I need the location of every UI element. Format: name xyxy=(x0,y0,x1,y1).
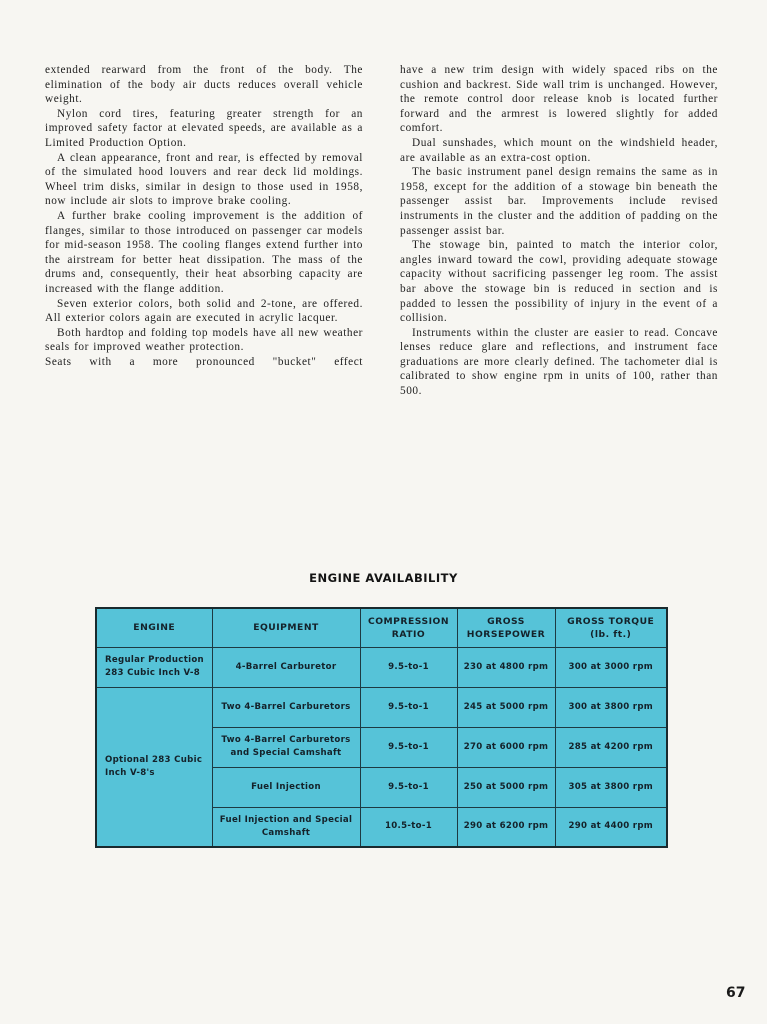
horsepower-cell: 270 at 6000 rpm xyxy=(457,727,555,767)
paragraph: A further brake cooling improvement is the addition of flanges, similar to those introduced on passenger car models for mid-season 1958. The cooling flanges extend further into the airstream for better heat dissipation. The mass of the drums and, consequently, their heat absorbing capacity are increased with the flange addition. xyxy=(45,209,363,295)
equipment-cell: Fuel Injection and Special Camshaft xyxy=(212,807,360,847)
compression-cell: 9.5-to-1 xyxy=(360,767,457,807)
equipment-cell: Fuel Injection xyxy=(212,767,360,807)
torque-cell: 305 at 3800 rpm xyxy=(555,767,667,807)
right-text-column xyxy=(400,63,718,399)
compression-cell: 10.5-to-1 xyxy=(360,807,457,847)
header-gross-horsepower: GROSS HORSEPOWER xyxy=(457,608,555,647)
compression-cell: 9.5-to-1 xyxy=(360,687,457,727)
torque-cell: 300 at 3800 rpm xyxy=(555,687,667,727)
header-engine: ENGINE xyxy=(96,608,212,647)
left-text-column xyxy=(45,63,363,369)
equipment-cell: 4-Barrel Carburetor xyxy=(212,647,360,687)
table-title: ENGINE AVAILABILITY xyxy=(309,571,458,585)
page-number: 67 xyxy=(726,985,746,1001)
paragraph: Instruments within the cluster are easier to read. Concave lenses reduce glare and reflections, and instrument face graduations are more clearly defined. The tachometer dial is calibrated to show engine rpm in units of 100, rather than 500. xyxy=(400,326,718,398)
compression-cell: 9.5-to-1 xyxy=(360,727,457,767)
engine-cell: Optional 283 Cubic Inch V-8's xyxy=(96,687,212,847)
compression-cell: 9.5-to-1 xyxy=(360,647,457,687)
header-equipment: EQUIPMENT xyxy=(212,608,360,647)
torque-cell: 285 at 4200 rpm xyxy=(555,727,667,767)
engine-cell: Regular Production 283 Cubic Inch V-8 xyxy=(96,647,212,687)
header-gross-torque: GROSS TORQUE (lb. ft.) xyxy=(555,608,667,647)
horsepower-cell: 290 at 6200 rpm xyxy=(457,807,555,847)
paragraph: A clean appearance, front and rear, is effected by removal of the simulated hood louvers and rear deck lid moldings. Wheel trim disks, similar in design to those used in 1958, now include air slots to improve brake cooling. xyxy=(45,151,363,208)
paragraph: The stowage bin, painted to match the interior color, angles inward toward the cowl, providing adequate stowage capacity without sacrificing passenger leg room. The assist bar above the stowage bin is reduced in section and is padded to lessen the possibility of injury in the event of a collision. xyxy=(400,239,718,325)
table-row xyxy=(96,687,667,727)
engine-availability-table xyxy=(95,607,668,848)
paragraph: have a new trim design with widely spaced ribs on the cushion and backrest. Side wall trim is unchanged. However, the remote control door release knob is located further forward and the armrest is lowered slightly for added comfort. xyxy=(400,64,718,135)
equipment-cell: Two 4-Barrel Carburetors xyxy=(212,687,360,727)
paragraph: The basic instrument panel design remains the same as in 1958, except for the addition of a stowage bin beneath the passenger assist bar. Improvements include revised instruments in the cluster and the addition of padding on the passenger assist bar. xyxy=(400,166,718,237)
paragraph: Seats with a more pronounced "bucket" effect xyxy=(45,355,363,368)
equipment-cell: Two 4-Barrel Carburetors and Special Camshaft xyxy=(212,727,360,767)
paragraph: Nylon cord tires, featuring greater strength for an improved safety factor at elevated speeds, are available as a Limited Production Option. xyxy=(45,107,363,149)
torque-cell: 290 at 4400 rpm xyxy=(555,807,667,847)
horsepower-cell: 245 at 5000 rpm xyxy=(457,687,555,727)
paragraph: Seven exterior colors, both solid and 2-tone, are offered. All exterior colors again are executed in acrylic lacquer. xyxy=(45,297,363,325)
paragraph: extended rearward from the front of the body. The elimination of the body air ducts reduces overall vehicle weight. xyxy=(45,64,363,106)
horsepower-cell: 250 at 5000 rpm xyxy=(457,767,555,807)
table-row xyxy=(96,647,667,687)
table-header-row xyxy=(96,608,667,647)
paragraph: Both hardtop and folding top models have all new weather seals for improved weather protection. xyxy=(45,326,363,354)
torque-cell: 300 at 3000 rpm xyxy=(555,647,667,687)
horsepower-cell: 230 at 4800 rpm xyxy=(457,647,555,687)
paragraph: Dual sunshades, which mount on the windshield header, are available as an extra-cost option. xyxy=(400,136,718,164)
header-compression-ratio: COMPRESSION RATIO xyxy=(360,608,457,647)
